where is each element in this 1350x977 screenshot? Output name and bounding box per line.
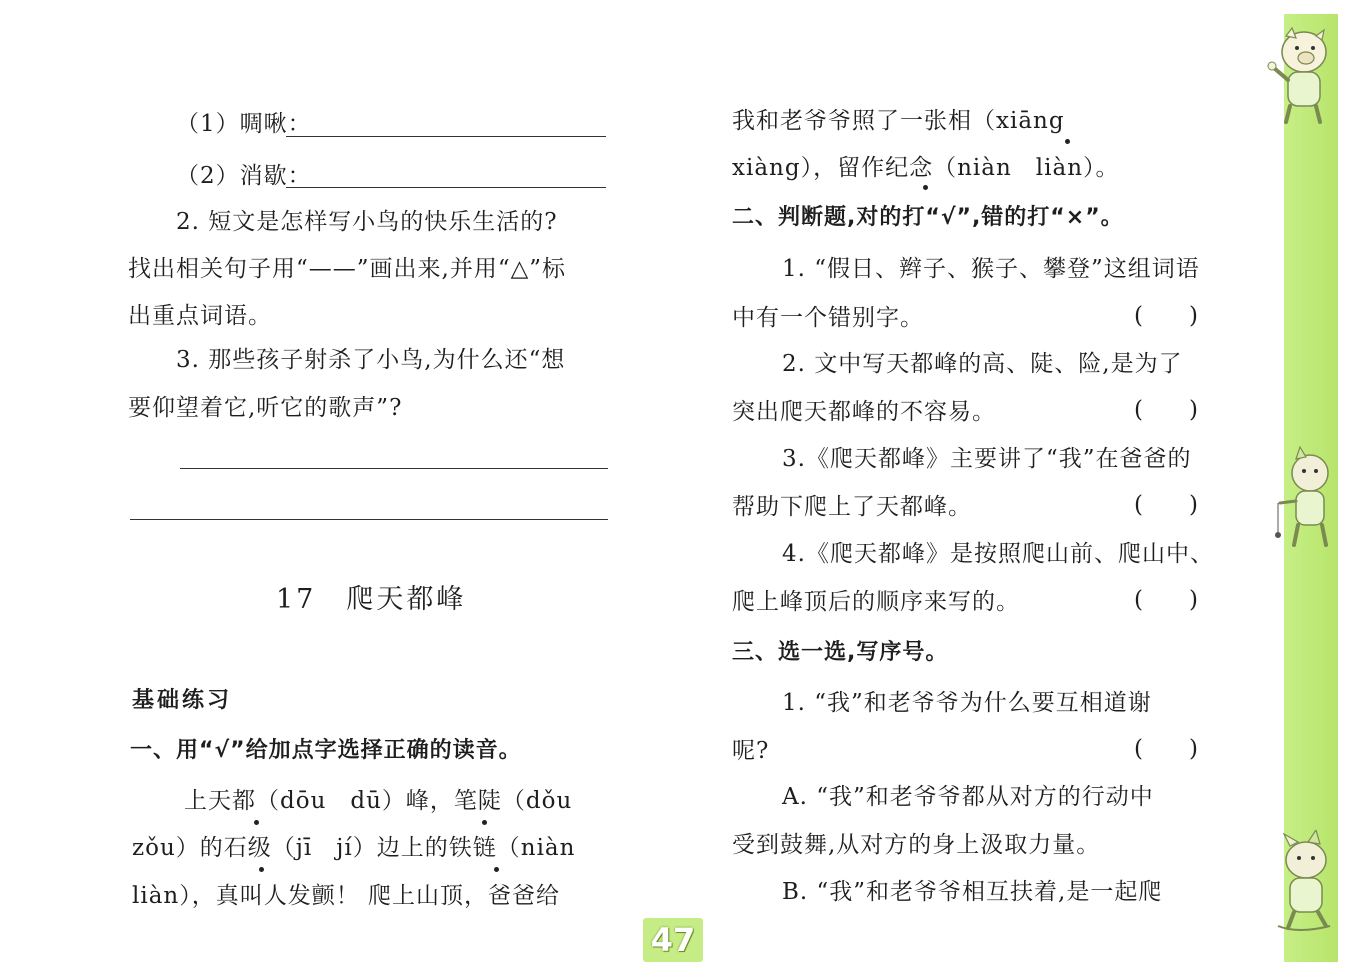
passage-line: zǒu）的石级（jī jí）边上的铁链（niàn bbox=[132, 835, 576, 861]
emphasis-dot bbox=[254, 820, 259, 825]
answer-line[interactable] bbox=[286, 187, 606, 188]
option-a-line: A. “我”和老爷爷都从对方的行动中 bbox=[782, 784, 1154, 810]
passage-line: 我和老爷爷照了一张相（xiāng bbox=[732, 108, 1065, 134]
part-2-heading: 二、判断题,对的打“√”,错的打“×”。 bbox=[732, 205, 1124, 230]
question-2-line: 出重点词语。 bbox=[128, 303, 272, 329]
answer-paren[interactable]: ( ) bbox=[1134, 587, 1198, 613]
answer-line[interactable] bbox=[286, 136, 606, 137]
judge-1-line: 中有一个错别字。 bbox=[732, 305, 924, 331]
lesson-title: 17 爬天都峰 bbox=[276, 584, 467, 615]
emphasis-dot bbox=[923, 185, 928, 190]
emphasis-dot bbox=[482, 820, 487, 825]
emphasis-dot bbox=[259, 867, 264, 872]
emphasis-dot bbox=[1065, 139, 1070, 144]
q1-1-label: （1）啁啾： bbox=[176, 111, 312, 137]
option-a-line: 受到鼓舞,从对方的身上汲取力量。 bbox=[732, 832, 1101, 858]
question-2-line: 2. 短文是怎样写小鸟的快乐生活的? bbox=[176, 209, 558, 235]
cartoon-pig-icon bbox=[1262, 22, 1342, 132]
part-3-heading: 三、选一选,写序号。 bbox=[732, 640, 949, 665]
option-b-line: B. “我”和老爷爷相互扶着,是一起爬 bbox=[782, 879, 1163, 905]
judge-4-line: 4.《爬天都峰》是按照爬山前、爬山中、 bbox=[782, 541, 1214, 567]
answer-paren[interactable]: ( ) bbox=[1134, 492, 1198, 518]
section-heading: 基础练习 bbox=[132, 688, 233, 713]
passage-line: xiàng），留作纪念（niàn liàn）。 bbox=[732, 155, 1120, 181]
answer-line[interactable] bbox=[180, 468, 608, 469]
cartoon-character-icon bbox=[1268, 830, 1346, 940]
choice-1-line: 1. “我”和老爷爷为什么要互相道谢 bbox=[782, 690, 1152, 716]
answer-paren[interactable]: ( ) bbox=[1134, 736, 1198, 762]
part-1-heading: 一、用“√”给加点字选择正确的读音。 bbox=[130, 738, 522, 763]
left-page bbox=[0, 0, 640, 977]
page-number: 47 bbox=[643, 918, 703, 962]
judge-3-line: 帮助下爬上了天都峰。 bbox=[732, 494, 972, 520]
judge-3-line: 3.《爬天都峰》主要讲了“我”在爸爸的 bbox=[782, 446, 1192, 472]
judge-2-line: 突出爬天都峰的不容易。 bbox=[732, 399, 996, 425]
emphasis-dot bbox=[494, 867, 499, 872]
answer-line[interactable] bbox=[130, 519, 608, 520]
q1-2-label: （2）消歇： bbox=[176, 163, 312, 189]
judge-4-line: 爬上峰顶后的顺序来写的。 bbox=[732, 589, 1020, 615]
question-3-line: 3. 那些孩子射杀了小鸟,为什么还“想 bbox=[176, 347, 566, 373]
right-page bbox=[640, 0, 1350, 977]
choice-1-line: 呢? bbox=[732, 738, 770, 764]
cartoon-character-icon bbox=[1270, 445, 1345, 555]
answer-paren[interactable]: ( ) bbox=[1134, 397, 1198, 423]
question-2-line: 找出相关句子用“——”画出来,并用“△”标 bbox=[128, 256, 567, 282]
judge-2-line: 2. 文中写天都峰的高、陡、险,是为了 bbox=[782, 351, 1183, 377]
answer-paren[interactable]: ( ) bbox=[1134, 303, 1198, 329]
passage-line: liàn），真叫人发颤！ 爬上山顶，爸爸给 bbox=[132, 883, 561, 909]
judge-1-line: 1. “假日、辫子、猴子、攀登”这组词语 bbox=[782, 256, 1200, 282]
passage-line: 上天都（dōu dū）峰，笔陡（dǒu bbox=[184, 788, 573, 814]
question-3-line: 要仰望着它,听它的歌声”? bbox=[128, 395, 403, 421]
